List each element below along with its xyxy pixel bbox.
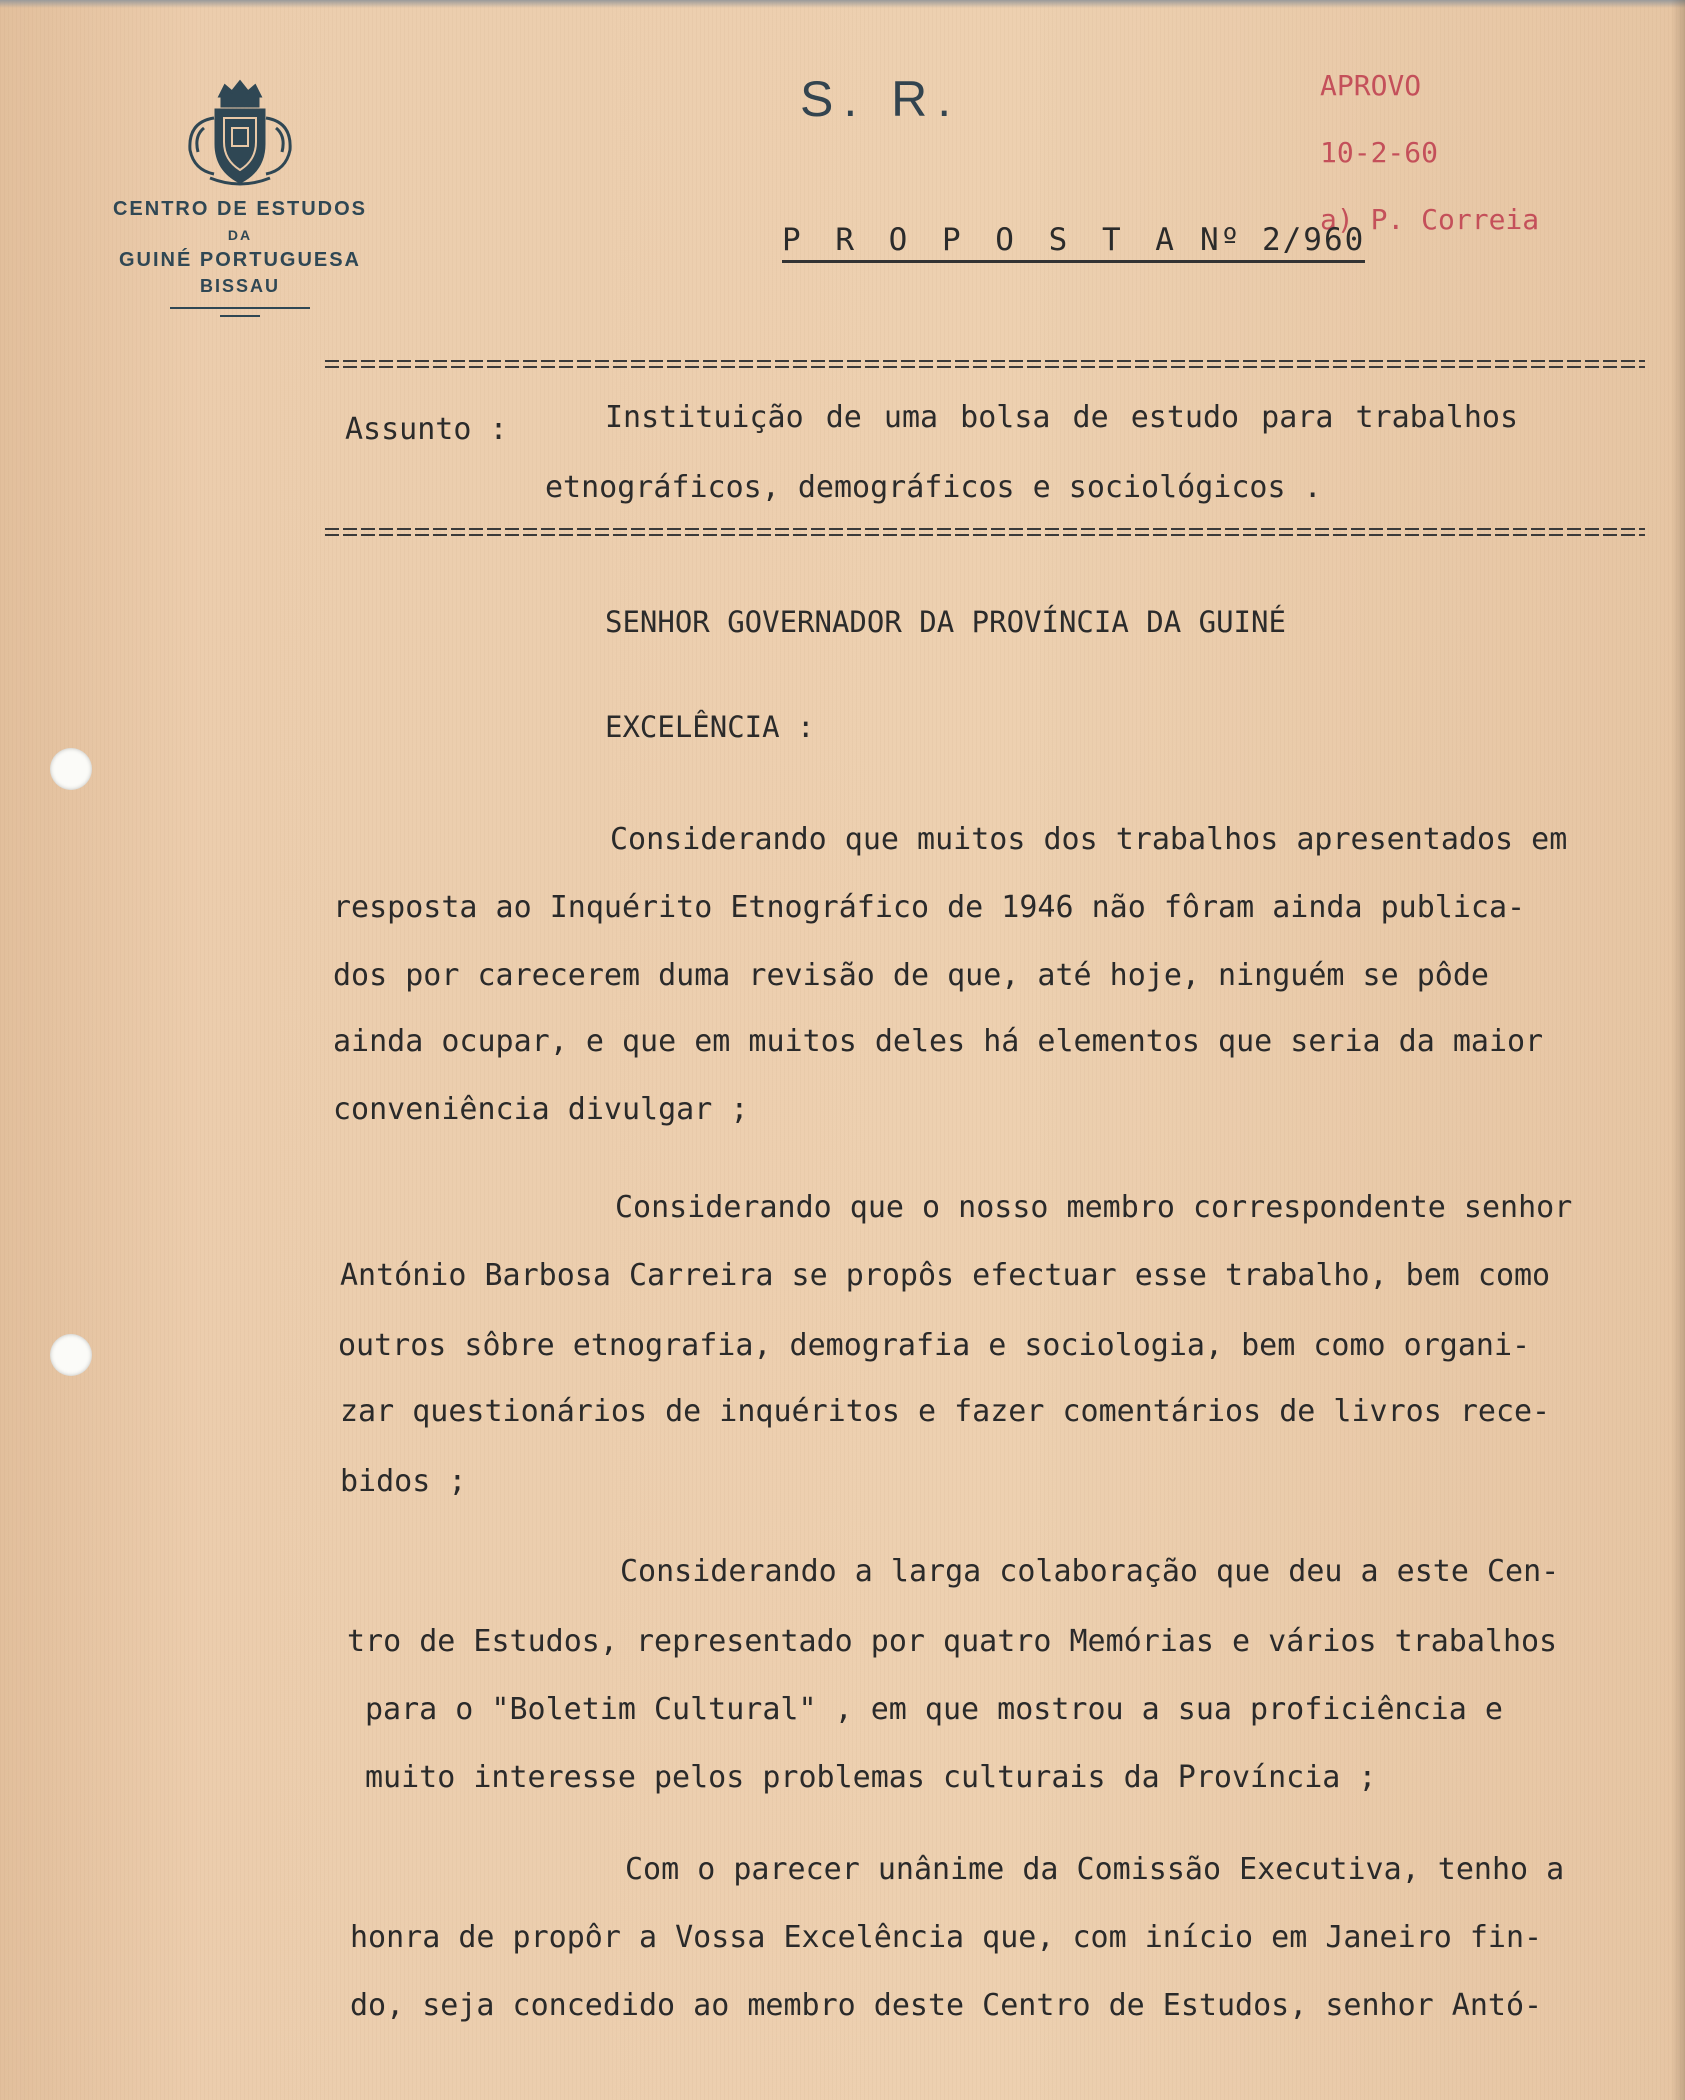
subject-label: Assunto : (345, 412, 508, 447)
letterhead (70, 78, 410, 317)
letterhead-line: BISSAU (199, 276, 280, 296)
paragraph-line: conveniência divulgar ; (333, 1092, 749, 1127)
paragraph-line: Considerando a larga colaboração que deu a este Cen- (620, 1554, 1560, 1589)
letterhead-line: CENTRO DE ESTUDOS (112, 198, 368, 220)
proposal-number: Nº 2/960 (1199, 222, 1366, 258)
letterhead-line: DA (227, 227, 253, 243)
paragraph-line: Considerando que muitos dos trabalhos apresentados em (610, 822, 1568, 857)
paragraph-line: do, seja concedido ao membro deste Centro de Estudos, senhor Antó- (350, 1988, 1543, 2023)
letterhead-line: GUINÉ PORTUGUESA (118, 249, 362, 271)
paragraph-line: muito interesse pelos problemas culturais da Província ; (365, 1760, 1377, 1795)
right-shadow (1671, 0, 1685, 2100)
paragraph-line: Com o parecer unânime da Comissão Executiva, tenho a (625, 1852, 1565, 1887)
paragraph-line: outros sôbre etnografia, demografia e sociologia, bem como organi- (338, 1328, 1531, 1363)
subject-text: Instituição de uma bolsa de estudo para trabalhos (605, 400, 1519, 435)
approval-text: APROVO (1320, 69, 1422, 102)
paragraph-line: António Barbosa Carreira se propôs efectuar esse trabalho, bem como (340, 1258, 1551, 1293)
double-rule-divider (325, 358, 1645, 368)
document-heading-sr: S. R. (800, 71, 962, 127)
punch-hole (50, 1334, 92, 1376)
paragraph-line: Considerando que o nosso membro correspondente senhor (615, 1190, 1573, 1225)
punch-hole (50, 748, 92, 790)
paragraph-line: zar questionários de inquéritos e fazer comentários de livros rece- (340, 1394, 1551, 1429)
salutation: EXCELÊNCIA : (605, 710, 815, 744)
paragraph-line: resposta ao Inquérito Etnográfico de 1946 não fôram ainda publica- (333, 890, 1526, 925)
addressee: SENHOR GOVERNADOR DA PROVÍNCIA DA GUINÉ (605, 605, 1286, 639)
paragraph-line: ainda ocupar, e que em muitos deles há elementos que seria da maior (333, 1024, 1544, 1059)
paragraph-line: dos por carecerem duma revisão de que, até hoje, ninguém se pôde (333, 958, 1489, 993)
paragraph-line: honra de propôr a Vossa Excelência que, com início em Janeiro fin- (350, 1920, 1543, 1955)
double-rule-divider (325, 526, 1645, 536)
subject-text: etnográficos, demográficos e sociológicos . (545, 470, 1322, 505)
proposal-title (782, 222, 1365, 263)
coat-of-arms-icon (180, 78, 300, 190)
approval-date: 10-2-60 (1320, 136, 1439, 169)
proposal-label: P R O P O S T A (782, 222, 1182, 258)
letterhead-rule (170, 307, 310, 309)
approval-signature: a) P. Correia (1320, 203, 1540, 236)
paragraph-line: bidos ; (340, 1464, 467, 1499)
paragraph-line: tro de Estudos, representado por quatro Memórias e vários trabalhos (347, 1624, 1558, 1659)
paragraph-line: para o "Boletim Cultural" , em que mostrou a sua proficiência e (365, 1692, 1503, 1727)
letterhead-rule (220, 315, 260, 317)
top-shadow (0, 0, 1685, 8)
